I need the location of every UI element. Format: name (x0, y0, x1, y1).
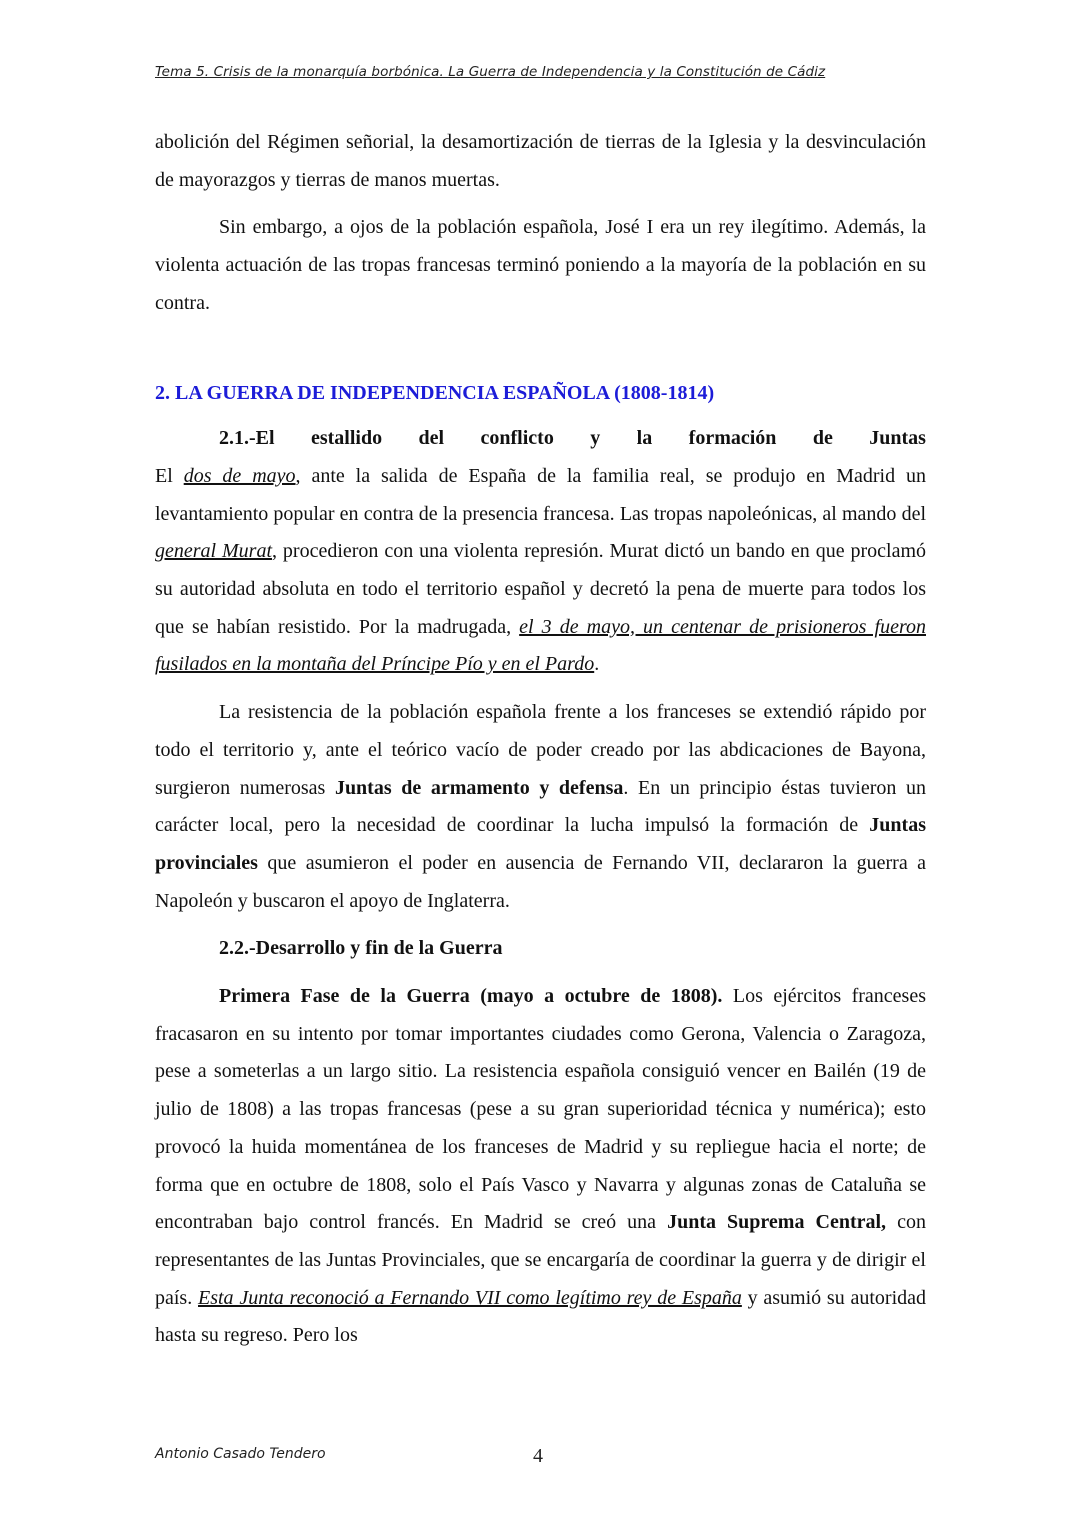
underlined-phrase: Esta Junta reconoció a Fernando VII como legítimo rey de España (198, 1286, 742, 1309)
footer-author: Antonio Casado Tendero (155, 1446, 326, 1462)
underlined-phrase: el 3 de mayo, un centenar de prisioneros fueron fusilados en la montaña del Príncipe Pío y en el Pardo (155, 615, 926, 676)
text-run: , ante la salida de España de la familia real, se produjo en Madrid un levantamiento popular en contra de la presencia francesa. Las tropas napoleónicas, al mando del (155, 464, 927, 525)
text-run: La resistencia de la población española frente a los franceses se extendió rápido por todo el territorio y, ante el teórico vacío de poder creado por las abdicaciones de Bayona, surgieron numerosas (155, 701, 926, 799)
subsection-2-2-title: 2.2.-Desarrollo y fin de la Guerra (219, 937, 503, 960)
paragraph-2: Sin embargo, a ojos de la población española, José I era un rey ilegítimo. Además, la violenta actuación de las tropas francesas terminó poniendo a la mayoría de la población en su contra. (155, 216, 926, 314)
document-body (155, 124, 926, 1365)
page-header-title: Tema 5. Crisis de la monarquía borbónica. La Guerra de Independencia y la Constitución de Cádiz (155, 64, 826, 80)
bold-phrase: Juntas de armamento y defensa (334, 776, 624, 799)
text-run: El (155, 464, 184, 487)
text-run: que asumieron el poder en ausencia de Fernando VII, declararon la guerra a Napoleón y buscaron el apoyo de Inglaterra. (155, 851, 926, 912)
section-2-title: 2. LA GUERRA DE INDEPENDENCIA ESPAÑOLA (1808-1814) (155, 381, 715, 404)
text-run: con representantes de las Juntas Provinciales, que se encargaría de coordinar la guerra y de dirigir el país. (155, 1211, 926, 1309)
underlined-phrase: dos de mayo (183, 464, 296, 487)
bold-phrase: Junta Suprema Central, (667, 1211, 887, 1234)
text-run: , procedieron con una violenta represión. Murat dictó un bando en que proclamó su autoridad absoluta en todo el territorio español y decretó la pena de muerte para todos los que se habían resistido. Por la madrugada, (155, 540, 926, 638)
paragraph-4 (155, 694, 926, 920)
sub21-word: y (590, 427, 601, 450)
bold-phrase: Juntas provinciales (155, 814, 926, 874)
underlined-phrase: general Murat (155, 540, 272, 563)
bold-phrase: Primera Fase de la Guerra (mayo a octubre de 1808). (219, 985, 723, 1008)
paragraph-3 (155, 458, 926, 684)
sub21-word: estallido (310, 427, 383, 450)
paragraph-5 (155, 978, 926, 1355)
paragraph-1: abolición del Régimen señorial, la desamortización de tierras de la Iglesia y la desvinculación de mayorazgos y tierras de manos muertas. (155, 131, 926, 191)
sub21-word: formación (688, 427, 777, 450)
sub21-word: del (418, 427, 445, 450)
text-run: . (594, 653, 600, 676)
text-run: . En un principio éstas tuvieron un carácter local, pero la necesidad de coordinar la lucha impulsó la formación de (155, 776, 926, 837)
text-run: Los ejércitos franceses fracasaron en su intento por tomar importantes ciudades como Gerona, Valencia o Zaragoza, pese a someterlas a un largo sitio. La resistencia española consiguió vencer en Bailén (19 de julio de 1808) a las tropas francesas (pese a su gran superioridad técnica y numérica); esto provocó la huida momentánea de los franceses de Madrid y su repliegue hacia el norte; de forma que en octubre de 1808, solo el País Vasco y Navarra y algunas zonas de Cataluña se encontraban bajo control francés. En Madrid se creó una (155, 985, 927, 1234)
sub21-word: de (812, 427, 833, 450)
sub21-word: 2.1.-El (219, 427, 275, 450)
subsection-2-1-title (155, 420, 926, 458)
sub21-word: conflicto (480, 427, 554, 450)
sub21-word: la (636, 427, 653, 450)
page-number: 4 (533, 1445, 543, 1467)
sub21-word: Juntas (869, 427, 926, 450)
text-run: y asumió su autoridad hasta su regreso. Pero los (155, 1286, 927, 1347)
